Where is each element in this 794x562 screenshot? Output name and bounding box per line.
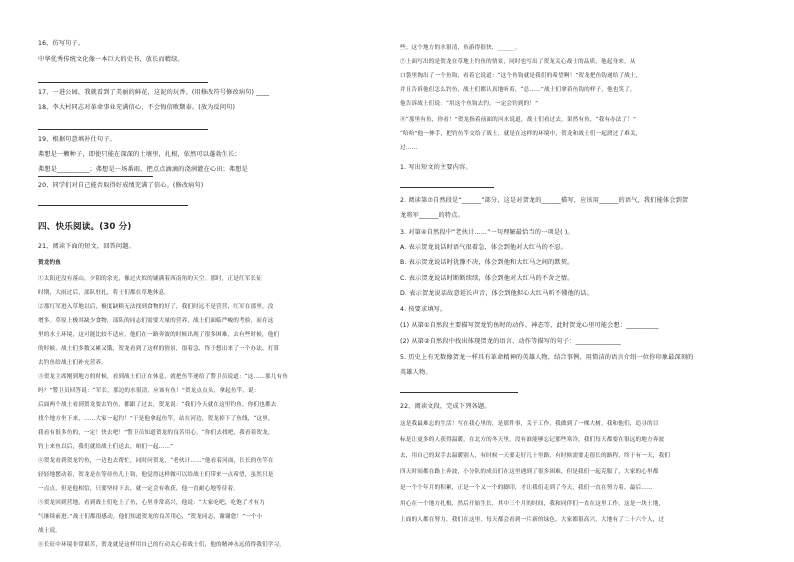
passage-line: 一点点，但是他相信，只要坚持下去，就一定会有收获，他一直耐心地等待着。 bbox=[38, 486, 240, 492]
answer-line-1 bbox=[400, 187, 494, 188]
passage-line: 并且告诉他们怎么钓鱼，战士们都认真地听着，“总……”战士们拿着鱼钩的样子，他也笑了， bbox=[400, 87, 636, 93]
question-5-line-1: 5. 历史上有无数像贺龙一样具有革命精神的英雄人物，结合事例，用简洁的语言介绍一位你印象最深刻的 bbox=[400, 354, 694, 361]
passage-line: 后面两个战士看到贺龙要去钓鱼，都跟了过去，贺龙说：“我们今天就在这里钓鱼，你们也都去 bbox=[38, 402, 277, 408]
passage-line: 里的水土环境，这可能比较不适应，他们在一路奔波的时候出现了很多困难，去有些时候，他们 bbox=[38, 332, 280, 338]
question-1: 1. 写出短文的主要内容。 bbox=[400, 164, 472, 171]
answer-line-16 bbox=[38, 82, 208, 83]
passage-line: ⑦上面写出的是贺龙在草地上钓鱼的情景，同时也写出了贺龙关心战士的品质，他起身来，从 bbox=[400, 59, 636, 65]
question-17: 17、一进公园，我就看到了美丽的鲜花，这泥的玩香。(用修改符号修改病句) ____ bbox=[38, 89, 270, 96]
option-a: A. 表示贺龙说话时语气很着急，体会到他对大红马的不忍。 bbox=[400, 244, 567, 251]
question-16-label: 16、仿写句子。 bbox=[38, 40, 85, 47]
passage-line: 战士说。 bbox=[38, 528, 61, 534]
passage-line: 气继续前进。”战士们都很感动，他们知道贺龙的良苦用心，“贺龙同志，谢谢您！”一个小 bbox=[38, 514, 263, 520]
passage-line: 用心在一个地方扎根，然后开始生长，其中三个月的时间，我和同伴们一直在这里工作，这是一块土地， bbox=[400, 501, 665, 507]
question-2-line-2: 龙将军______的特点。 bbox=[400, 212, 464, 219]
passage-line: ④贺龙看到贺龙钓鱼，一边也去帮忙，同时问贺龙，“老伙计……”他看着河面，长长的鱼竿在 bbox=[38, 458, 274, 464]
passage-line: 轻轻地摆动着，贺龙是在等待鱼儿上钩，他觉得这样做可以给战士们带来一点希望，虽然只是 bbox=[38, 472, 274, 478]
passage-line: 这是我最难忘的生活！写在我心里的，是那件事，关于工作，我做到了一棵大树。我和他们，追寻的目 bbox=[400, 421, 659, 427]
question-2-line-1: 2. 阅读第⑦自然段是“______”部分，这是对贺龙的______描写，应该用______的语气，我们能体会到贺 bbox=[400, 197, 689, 204]
passage-line: ⑥长征中环境非常艰苦，贺龙就是这样用自己的行动关心着战士们，他的精神永远值得我们学习。 bbox=[38, 542, 285, 548]
passage-line: “哈哈”他一伸手，把钓鱼竿交给了战士，就是在这样的环境中，贺龙和战士们一起渡过了难关， bbox=[400, 131, 642, 137]
question-3: 3. 对第④自然段中“老伙计……”一句理解最恰当的一项是( )。 bbox=[400, 229, 574, 236]
question-19-line-2: 弗想是__________；弗想是一场番雨，把点点滴滴的浇润灌在心田；弗想是 bbox=[38, 166, 248, 173]
option-d: D. 表示贺龙说话故意延长声音，体会到他担心大红马听不懂他的话。 bbox=[400, 290, 593, 297]
passage-line: ①太阳还没有落山，夕阳的余光，像过火似的铺满着西南角的天空。那时，正是红军长征 bbox=[38, 276, 263, 282]
question-19-line-1: 弗想是一颗种子，即使只能在深深的土壤里，扎根，依然可以蓬勃生长； bbox=[38, 151, 241, 158]
question-20: 20、同学们对自己能否取得好成绩充满了信心。(修改病句) bbox=[38, 182, 204, 189]
passage-line: 找个地方坐下来，……大家一起钓！”于是他拿起鱼竿，站在河边，贺龙掉下了鱼线，“这里， bbox=[38, 416, 274, 422]
passage-line: 些。这个地方的水很清，鱼游得很快，______。 bbox=[400, 45, 522, 51]
passage-line: 我看有很多鱼的，一定！快去吧！”警卫员知道贺龙的良苦用心，“你们去找吧，我看着贺龙， bbox=[38, 430, 274, 436]
question-21-intro: 21、阅读下面的短文，回答问题。 bbox=[38, 243, 135, 250]
question-18: 18、李大村同志对革命事业充满信心，不会悔信败颓泰。(放为反问句) bbox=[38, 104, 236, 111]
passage-line: ③贺龙主席刚到地方的时候，看到战士们正在休息，就把鱼竿递给了警卫员说道：“这……那儿有鱼 bbox=[38, 374, 288, 380]
question-4-part-1: (1) 从第①自然段主要描写贺龙钓鱼时的动作、神态等，此时贺龙心里可能会想：__________ bbox=[400, 322, 659, 329]
passage-line: 是一个个年月的积累，正是一个又一个的脚印，才让我们走到了今天，我们一直在努力着，最后…… bbox=[400, 485, 653, 491]
option-b: B. 表示贺龙说话时犹豫不决，体会到他和大红马之间的默契。 bbox=[400, 259, 574, 266]
answer-line-19 bbox=[38, 176, 153, 177]
passage-line: 他告诉战士们说：“用这个鱼钩去钓，一定会钓到的！” bbox=[400, 101, 539, 107]
answer-line-18 bbox=[38, 129, 208, 130]
passage-line: ⑧“那里有鱼，你看！”贺龙指着前面的河水说道，战士们看过去，果然有鱼，“我有办法了！” bbox=[400, 117, 637, 123]
passage-line: 过…… bbox=[400, 145, 418, 151]
passage-line: ⑤贺龙回到营地，看到战士们吃上了鱼，心里非常高兴，他说：“大家吃吧，吃饱了才有力 bbox=[38, 500, 266, 506]
answer-line-20 bbox=[38, 205, 188, 206]
passage-line: 的时候，战士们多数又累又饿，贺龙看到了这样的情景，很着急，终于想出来了一个办法，打算 bbox=[38, 346, 280, 352]
answer-line-5 bbox=[400, 392, 518, 393]
option-c: C. 表示贺龙说话时断断续续，体会到他对大红马的不舍之情。 bbox=[400, 275, 574, 282]
question-22: 22、阅读文段，完成下列各题。 bbox=[400, 403, 491, 410]
question-4: 4. 按要求填写。 bbox=[400, 306, 447, 313]
passage-line: 吗？”警卫员回答说：“军长，那边的水很清，应该有鱼！”贺龙点点头，拿起鱼竿，说： bbox=[38, 388, 260, 394]
section-heading: 四、快乐阅读。(30 分) bbox=[38, 222, 132, 232]
question-16-text: 中华优秀传统文化像一本巨大的史书，放长而精绿。 bbox=[38, 56, 184, 63]
question-19-label: 19、根据句意填补仕句子。 bbox=[38, 136, 116, 143]
question-4-part-2: (2) 从第②自然段中找出体现贺龙的语言、动作等描写的句子：______________ bbox=[400, 338, 621, 345]
passage-line: 时期，大雨过后，部队驻扎，将士们都在草地休息。 bbox=[38, 290, 171, 296]
passage-line: 四天时间都在路上奔波，小分队的成员们在这里遇到了很多困难，但是我们一起克服了，大家的心里都 bbox=[400, 469, 659, 475]
passage-title: 贺龙钓鱼 bbox=[38, 260, 61, 266]
passage-line: 口袋里掏出了一个鱼钩，看着它说道：“这个鱼钩就是我们的希望啊！”贺龙把鱼钩递给了战士， bbox=[400, 73, 642, 79]
passage-line: 标是让更多的人获得温暖，在北方的冬天里，没有谁能够忘记那些寒冷，我们每天都要在很远的地方奔波 bbox=[400, 437, 665, 443]
question-5-line-2: 英雄人物。 bbox=[400, 369, 432, 376]
passage-line: 钓上来鱼以后，我们就给战士们送去，咱们一起……” bbox=[38, 444, 174, 450]
passage-line: 去钓鱼给战士们补充营养。 bbox=[38, 360, 107, 366]
passage-line: 去，用自己的双手去温暖别人，有时候一天要走好几十里路，有时候需要走很长的路程，终于有一天，我们 bbox=[400, 453, 670, 459]
passage-line: 增多。草原上极其缺少食物，部队的同志们需要大量的营养，战士们面临严峻的考验，而在这 bbox=[38, 318, 274, 324]
passage-line: 上面的人都在努力，我们在这里，每天都会看到一片新的绿色，大家都很高兴，大地有了二十六个人，过 bbox=[400, 517, 665, 523]
passage-line: ②那红军进入草地以后，极度缺粮无法找到食物的好了，我们时远不是营营，红军在那里，没 bbox=[38, 304, 274, 310]
